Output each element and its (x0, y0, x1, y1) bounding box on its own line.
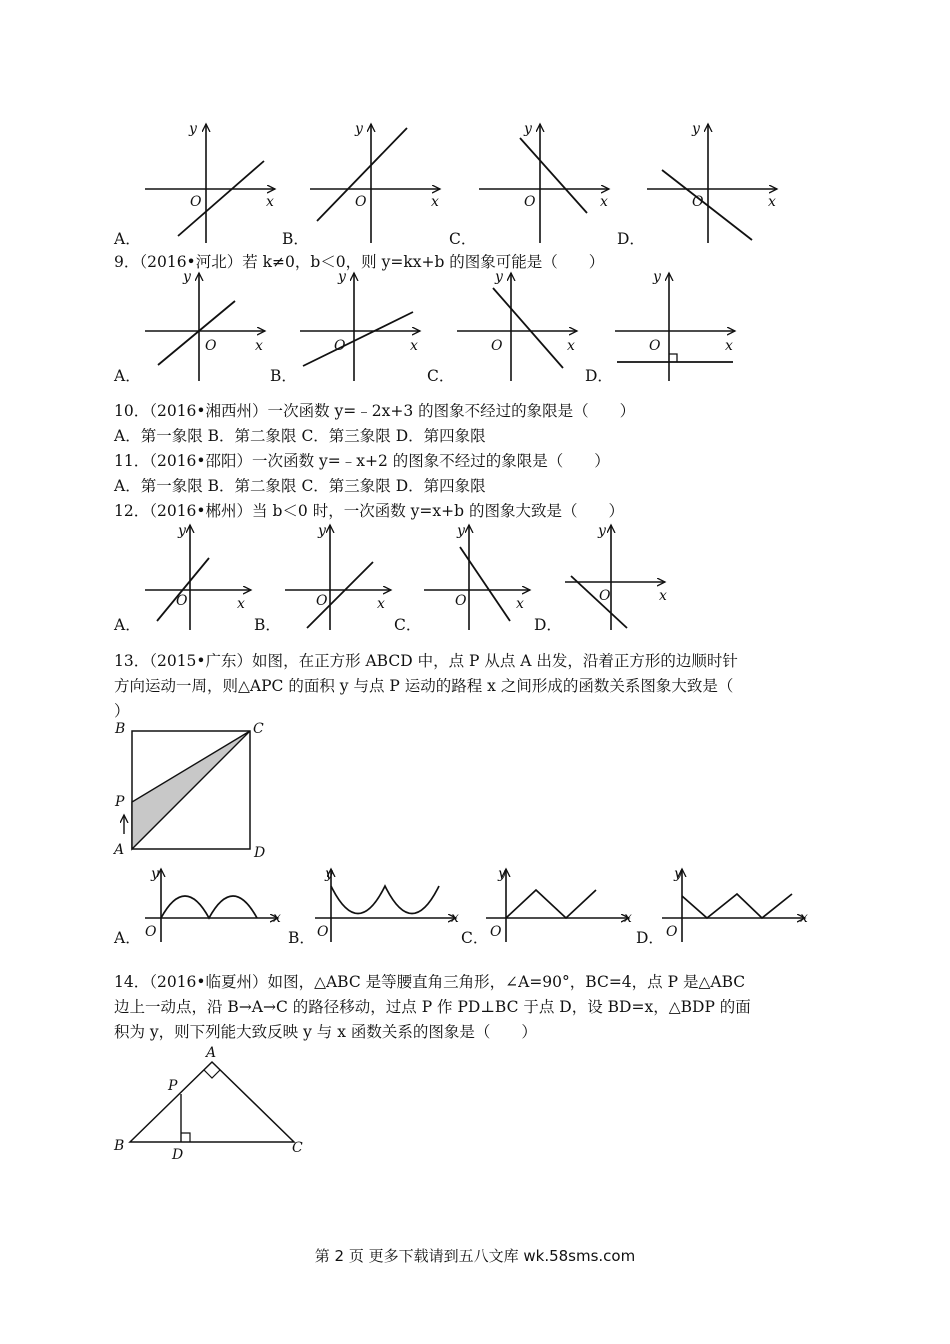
axis-x-label: x (431, 194, 439, 210)
origin-label: O (205, 338, 217, 354)
q13-option-c[interactable]: C． (461, 929, 489, 947)
q12-graph-d (563, 520, 678, 632)
q8-graph-d (642, 118, 782, 246)
vertex-b-label: B (115, 721, 126, 737)
origin-label: O (524, 194, 536, 210)
q9-graph-b (298, 268, 428, 383)
origin-label: O (491, 338, 503, 354)
axis-x-label: x (255, 338, 263, 354)
origin-label: O (190, 194, 202, 210)
origin-label: O (599, 588, 611, 604)
point-d-label: D (172, 1147, 184, 1163)
q13-graph-b (313, 866, 463, 944)
q12-graph-a (143, 520, 258, 632)
axis-y-label: y (495, 269, 503, 285)
axis-x-label: x (451, 910, 459, 926)
q9-graph-d (613, 268, 743, 383)
q13-stem-line3: ） (114, 702, 130, 720)
q8-graph-a (140, 118, 280, 246)
axis-y-label: y (457, 523, 465, 539)
point-p-label: P (168, 1078, 178, 1094)
origin-label: O (145, 924, 157, 940)
axis-y-label: y (338, 269, 346, 285)
q13-stem-line1: 13．（2015•广东）如图，在正方形 ABCD 中，点 P 从点 A 出发，沿着正方形的边顺时针 (114, 652, 738, 670)
q12-stem: 12．（2016•郴州）当 b＜0 时，一次函数 y=x+b 的图象大致是（ ） (114, 502, 624, 520)
q13-graph-a (143, 866, 283, 944)
axis-x-label: x (800, 910, 808, 926)
q10-choices[interactable]: A．第一象限 B．第二象限 C．第三象限 D．第四象限 (114, 427, 486, 445)
q12-graph-c (422, 520, 537, 632)
origin-label: O (490, 924, 502, 940)
axis-x-label: x (725, 338, 733, 354)
vertex-d-label: D (254, 845, 266, 861)
q12-option-b[interactable]: B． (254, 616, 281, 634)
axis-y-label: y (178, 523, 186, 539)
q9-option-d[interactable]: D． (585, 367, 613, 385)
axis-y-label: y (189, 121, 197, 137)
axis-y-label: y (318, 523, 326, 539)
origin-label: O (317, 924, 329, 940)
q8-graph-b (305, 118, 445, 246)
vertex-a-label: A (114, 842, 125, 858)
axis-x-label: x (600, 194, 608, 210)
q8-option-b[interactable]: B． (282, 230, 309, 248)
axis-y-label: y (524, 121, 532, 137)
vertex-c-label: C (253, 721, 264, 737)
origin-label: O (455, 593, 467, 609)
origin-label: O (649, 338, 661, 354)
axis-y-label: y (183, 269, 191, 285)
q14-triangle-figure (110, 1042, 310, 1162)
page-footer: 第 2 页 更多下载请到五八文库 wk.58sms.com (314, 1247, 636, 1265)
axis-x-label: x (516, 596, 524, 612)
q12-option-a[interactable]: A． (114, 616, 141, 634)
q14-stem-line2: 边上一动点，沿 B→A→C 的路径移动，过点 P 作 PD⊥BC 于点 D，设 BD=x，△BDP 的面 (114, 998, 751, 1016)
q12-option-d[interactable]: D． (534, 616, 562, 634)
q11-stem: 11．（2016•邵阳）一次函数 y=﹣x+2 的图象不经过的象限是（ ） (114, 452, 610, 470)
origin-label: O (692, 194, 704, 210)
q13-graph-c (484, 866, 634, 944)
axis-y-label: y (355, 121, 363, 137)
q14-stem-line1: 14．（2016•临夏州）如图，△ABC 是等腰直角三角形，∠A=90°，BC=4，点 P 是△ABC (114, 973, 746, 991)
axis-y-label: y (325, 866, 333, 882)
axis-y-label: y (598, 523, 606, 539)
origin-label: O (334, 338, 346, 354)
origin-label: O (355, 194, 367, 210)
q9-stem: 9．（2016•河北）若 k≠0，b＜0，则 y=kx+b 的图象可能是（ ） (114, 253, 605, 271)
axis-x-label: x (659, 588, 667, 604)
axis-y-label: y (151, 866, 159, 882)
axis-y-label: y (653, 269, 661, 285)
point-p-label: P (115, 794, 125, 810)
origin-label: O (666, 924, 678, 940)
axis-x-label: x (768, 194, 776, 210)
q10-stem: 10．（2016•湘西州）一次函数 y=﹣2x+3 的图象不经过的象限是（ ） (114, 402, 636, 420)
axis-x-label: x (237, 596, 245, 612)
q8-graph-c (474, 118, 614, 246)
origin-label: O (176, 593, 188, 609)
vertex-b-label: B (114, 1138, 125, 1154)
q13-square-figure (112, 718, 272, 863)
vertex-c-label: C (292, 1140, 303, 1156)
q9-graph-c (455, 268, 585, 383)
axis-y-label: y (498, 866, 506, 882)
q13-graph-d (660, 866, 810, 944)
axis-y-label: y (674, 866, 682, 882)
q11-choices[interactable]: A．第一象限 B．第二象限 C．第三象限 D．第四象限 (114, 477, 486, 495)
q12-option-c[interactable]: C． (394, 616, 422, 634)
q12-graph-b (283, 520, 398, 632)
q13-stem-line2: 方向运动一周，则△APC 的面积 y 与点 P 运动的路程 x 之间形成的函数关系图象大致是（ (114, 677, 734, 695)
q8-option-a[interactable]: A． (114, 230, 141, 248)
axis-x-label: x (410, 338, 418, 354)
q8-option-c[interactable]: C． (449, 230, 477, 248)
q9-option-b[interactable]: B． (270, 367, 297, 385)
q14-stem-line3: 积为 y，则下列能大致反映 y 与 x 函数关系的图象是（ ） (114, 1023, 537, 1041)
axis-x-label: x (567, 338, 575, 354)
vertex-a-label: A (206, 1045, 217, 1061)
axis-x-label: x (273, 910, 281, 926)
q9-option-a[interactable]: A． (114, 367, 141, 385)
axis-x-label: x (266, 194, 274, 210)
axis-y-label: y (692, 121, 700, 137)
q8-option-d[interactable]: D． (617, 230, 645, 248)
axis-x-label: x (624, 910, 632, 926)
q9-graph-a (143, 268, 273, 383)
q13-option-b[interactable]: B． (288, 929, 315, 947)
q13-option-a[interactable]: A． (114, 929, 141, 947)
axis-x-label: x (377, 596, 385, 612)
origin-label: O (316, 593, 328, 609)
q13-option-d[interactable]: D． (636, 929, 664, 947)
q9-option-c[interactable]: C． (427, 367, 455, 385)
